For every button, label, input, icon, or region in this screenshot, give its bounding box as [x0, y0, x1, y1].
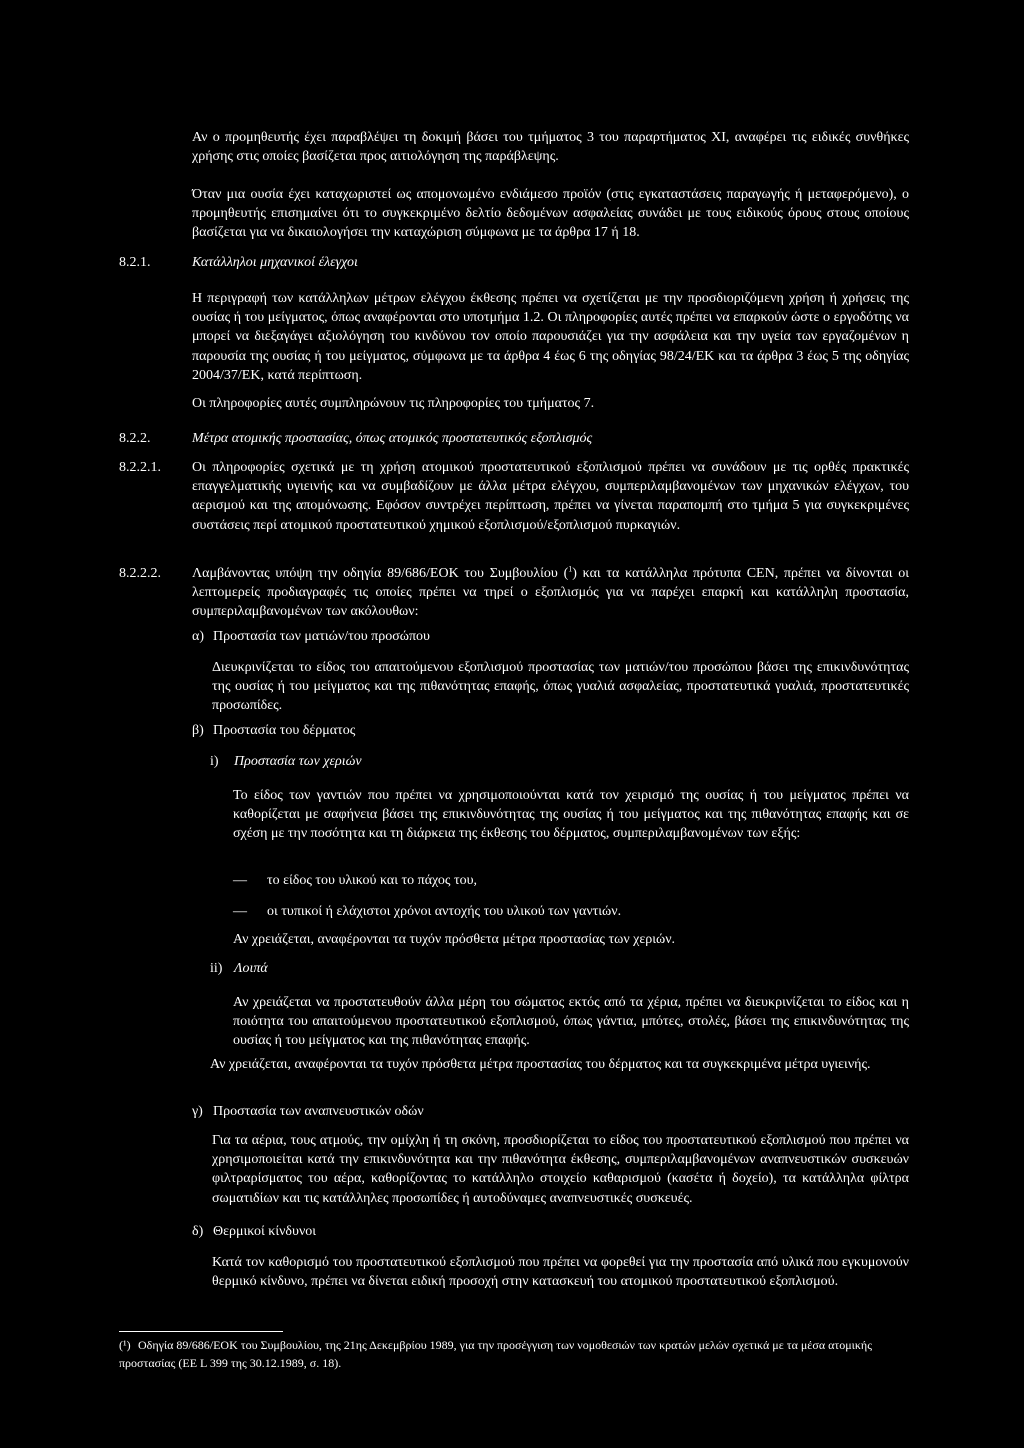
item-d-paragraph: Κατά τον καθορισμό του προστατευτικού εξοπλισμού που πρέπει να φορεθεί για την προστασία από υλικά που εγκυμονούν θερμικό κίνδυνο, πρέπει να δίνεται ειδική προσοχή στην κατασκευή του ατομικού προστατευτικού εξοπλισμού.	[212, 1255, 909, 1290]
item-a-paragraph: Διευκρινίζεται το είδος του απαιτούμενου εξοπλισμού προστασίας των ματιών/του προσώπου βάσει της επικινδυνότητας της ουσίας ή του μείγματος και της πιθανότητας επαφής, όπως γυαλιά ασφαλείας, προστατευτικά γυαλιά, προστατευτικές προσωπίδες.	[212, 660, 909, 714]
item-b-i-additional: Αν χρειάζεται, αναφέρονται τα τυχόν πρόσθετα μέτρα προστασίας των χεριών.	[233, 932, 676, 947]
footnote-separator	[119, 1331, 283, 1332]
item-c-paragraph: Για τα αέρια, τους ατμούς, την ομίχλη ή τη σκόνη, προσδιορίζεται το είδος του προστατευτικού εξοπλισμού που πρέπει να χρησιμοποιείται κατά την επικινδυνότητα και την πιθανότητα έκθεσης, συμπεριλαμβανομένων αναπνευστικών συσκευών φιλτραρίσματος του αέρα, καθορίζοντας το κατάλληλο στοιχείο καθαρισμού (κασέτα ή δοχείο), τα κατάλληλα φίλτρα σωματιδίων και τις κατάλληλες προσωπίδες ή αυτοδύναμες αναπνευστικές συσκευές.	[212, 1133, 909, 1206]
item-b-ii-label: ii)	[210, 961, 223, 976]
intro-paragraph-isolated-intermediate: Όταν μια ουσία έχει καταχωριστεί ως απομονωμένο ενδιάμεσο προϊόν (στις εγκαταστάσεις παραγωγής ή μεταφερόμενο), ο προμηθευτής επισημαίνει ότι το συγκεκριμένο δελτίο δεδομένων ασφαλείας συνάδει με τους ειδικούς όρους στους οποίους βασίζεται για να δικαιολογήσει την καταχώριση σύμφωνα με τα άρθρα 17 ή 18.	[192, 187, 909, 241]
section-8-2-1-note: Οι πληροφορίες αυτές συμπληρώνουν τις πληροφορίες του τμήματος 7.	[192, 396, 595, 411]
item-d-heading	[192, 1222, 316, 1241]
item-b-ii-title: Λοιπά	[234, 961, 268, 976]
item-a-heading	[192, 627, 430, 646]
section-8-2-2-1-paragraph: Οι πληροφορίες σχετικά με τη χρήση ατομικού προστατευτικού εξοπλισμού πρέπει να συνάδουν με τις ορθές πρακτικές επαγγελματικής υγιεινής και να συμβαδίζουν με άλλα μέτρα ελέγχου, συμπεριλαμβανομένων των μηχανικών ελέγχων, του αερισμού και της απομόνωσης. Εφόσον συντρέχει περίπτωση, πρέπει να γίνεται παραπομπή στο τμήμα 5 για συγκεκριμένες συστάσεις περί ατομικού προστατευτικού χημικού εξοπλισμού/εξοπλισμού πυρκαγιών.	[192, 460, 909, 533]
intro-paragraph-test-waiver: Αν ο προμηθευτής έχει παραβλέψει τη δοκιμή βάσει του τμήματος 3 του παραρτήματος XI, αναφέρει τις ειδικές συνθήκες χρήσης στις οποίες βασίζεται προς αιτιολόγηση της παράβλεψης.	[192, 130, 909, 165]
item-b-i-paragraph: Το είδος των γαντιών που πρέπει να χρησιμοποιούνται κατά τον χειρισμό της ουσίας ή του μείγματος πρέπει να καθορίζεται με σαφήνεια βάσει της επικινδυνότητας της ουσίας ή του μείγματος και της πιθανότητας επαφής και σε σχέση με την ποσότητα και τη διάρκεια της έκθεσης του δέρματος, συμπεριλαμβανομένων των εξής:	[233, 788, 909, 842]
section-number-8-2-2: 8.2.2.	[119, 431, 151, 446]
item-b-title: Προστασία του δέρματος	[213, 723, 356, 738]
footnote-mark: (¹)	[119, 1338, 131, 1352]
section-8-2-2-2-paragraph: Λαμβάνοντας υπόψη την οδηγία 89/686/ΕΟΚ του Συμβουλίου ($^1$) και τα κατάλληλα πρότυπα CEN, πρέπει να δίνονται οι λεπτομερείς προδιαγραφές τις οποίες πρέπει να τηρεί ο εξοπλισμός για να παρέχει επαρκή και κατάλληλη προστασία, συμπεριλαμβανομένων των ακόλουθων:	[192, 564, 909, 620]
section-number-8-2-2-2: 8.2.2.2.	[119, 566, 161, 581]
item-d-label: δ)	[192, 1224, 204, 1239]
item-b-label: β)	[192, 723, 204, 738]
item-b-i-heading	[210, 752, 362, 771]
section-8-2-1-paragraph: Η περιγραφή των κατάλληλων μέτρων ελέγχου έκθεσης πρέπει να σχετίζεται με την προσδιοριζόμενη χρήση ή χρήσεις της ουσίας ή του μείγματος, όπως αναφέρονται στο υποτμήμα 1.2. Οι πληροφορίες αυτές πρέπει να επαρκούν ώστε ο εργοδότης να μπορεί να διεξαγάγει αξιολόγηση του κινδύνου τον οποίο παρουσιάζει για την ασφάλεια και την υγεία των εργαζομένων η παρουσία της ουσίας ή του μείγματος, σύμφωνα με τα άρθρα 4 έως 6 της οδηγίας 98/24/ΕΚ και τα άρθρα 3 έως 5 της οδηγίας 2004/37/ΕΚ, κατά περίπτωση.	[192, 291, 909, 383]
item-b-i-label: i)	[210, 754, 219, 769]
item-b-i-title: Προστασία των χεριών	[234, 754, 362, 769]
item-b-ii-heading	[210, 959, 268, 978]
item-b-heading	[192, 721, 355, 740]
item-a-title: Προστασία των ματιών/του προσώπου	[213, 629, 430, 644]
section-number-8-2-1: 8.2.1.	[119, 255, 151, 270]
item-c-heading	[192, 1102, 424, 1121]
item-d-title: Θερμικοί κίνδυνοι	[213, 1224, 317, 1239]
footnote	[119, 1336, 909, 1372]
item-c-title: Προστασία των αναπνευστικών οδών	[213, 1104, 424, 1119]
item-a-label: α)	[192, 629, 204, 644]
section-number-8-2-2-1: 8.2.2.1.	[119, 460, 161, 475]
item-c-label: γ)	[192, 1104, 203, 1119]
item-b-i-dash-1: — το είδος του υλικού και το πάχος του,	[233, 873, 478, 888]
item-b-i-dash-2: — οι τυπικοί ή ελάχιστοι χρόνοι αντοχής του υλικού των γαντιών.	[233, 904, 622, 919]
section-title-8-2-1: Κατάλληλοι μηχανικοί έλεγχοι	[192, 255, 358, 270]
section-title-8-2-2: Μέτρα ατομικής προστασίας, όπως ατομικός προστατευτικός εξοπλισμός	[192, 431, 593, 446]
item-b-ii-paragraph: Αν χρειάζεται να προστατευθούν άλλα μέρη του σώματος εκτός από τα χέρια, πρέπει να διευκρινίζεται το είδος και η ποιότητα του απαιτούμενου προστατευτικού εξοπλισμού, όπως γάντια, μπότες, στολές, βάσει της επικινδυνότητας της ουσίας ή του μείγματος και της πιθανότητας επαφής.	[233, 995, 909, 1049]
footnote-reference[interactable]: 1	[568, 564, 573, 574]
footnote-text: Οδηγία 89/686/ΕΟΚ του Συμβουλίου, της 21ης Δεκεμβρίου 1989, για την προσέγγιση των νομοθεσιών των κρατών μελών σχετικά με τα μέσα ατομικής προστασίας (ΕΕ L 399 της 30.12.1989, σ. 18).	[119, 1338, 872, 1370]
item-b-additional: Αν χρειάζεται, αναφέρονται τα τυχόν πρόσθετα μέτρα προστασίας του δέρματος και τα συγκεκριμένα μέτρα υγιεινής.	[210, 1057, 871, 1072]
